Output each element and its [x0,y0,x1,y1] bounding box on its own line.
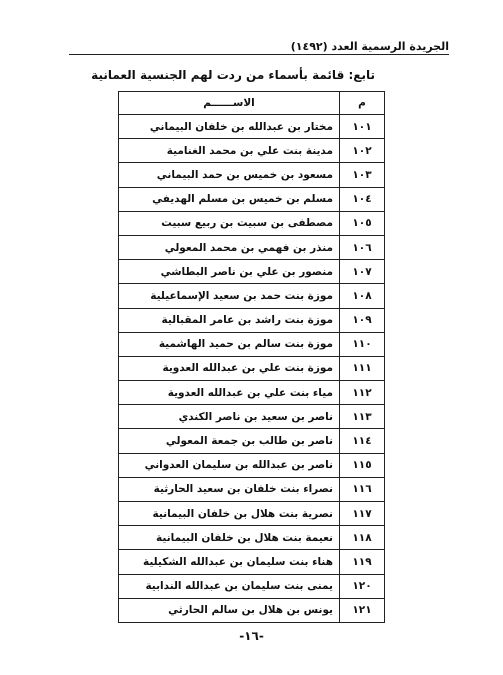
row-number: ١٠١ [340,115,385,139]
row-name: منذر بن فهمي بن محمد المعولي [119,235,340,259]
row-name: مسعود بن خميس بن حمد البيماني [119,163,340,187]
row-name: مختار بن عبدالله بن خلفان البيماني [119,115,340,139]
row-number: ١١٢ [340,381,385,405]
row-name: نصرية بنت هلال بن خلفان البيمانية [119,502,340,526]
table-header-row [119,92,385,115]
row-name: مياء بنت علي بن عبدالله العدوية [119,381,340,405]
row-name: موزة بنت سالم بن حميد الهاشمية [119,332,340,356]
row-name: نعيمة بنت هلال بن خلفان البيمانية [119,526,340,550]
table-row [119,550,385,574]
header-rule [69,54,449,55]
row-name: مسلم بن خميس بن مسلم الهديفي [119,187,340,211]
row-number: ١١٠ [340,332,385,356]
table-row [119,381,385,405]
row-name: نصراء بنت خلفان بن سعيد الحارثية [119,477,340,501]
table-row [119,260,385,284]
row-name: يونس بن هلال بن سالم الحارثي [119,598,340,622]
table-row [119,115,385,139]
table-row [119,211,385,235]
row-name: موزة بنت راشد بن عامر المقبالية [119,308,340,332]
table-row [119,356,385,380]
table-row [119,502,385,526]
table-row [119,139,385,163]
column-header-name: الاســــــم [119,92,340,115]
row-name: هناء بنت سليمان بن عبدالله الشكيلية [119,550,340,574]
table-row [119,235,385,259]
row-name: مصطفى بن سبيت بن ربيع سبيت [119,211,340,235]
page-subtitle: تابع: قائمة بأسماء من ردت لهم الجنسية العمانية [91,68,375,82]
row-number: ١٠٣ [340,163,385,187]
table-row [119,284,385,308]
row-name: موزة بنت علي بن عبدالله العدوية [119,356,340,380]
names-table [118,91,385,623]
table-row [119,453,385,477]
row-number: ١٠٥ [340,211,385,235]
table-row [119,332,385,356]
table-row [119,308,385,332]
table-row [119,429,385,453]
row-number: ١١٧ [340,502,385,526]
row-name: يمنى بنت سليمان بن عبدالله الندابية [119,574,340,598]
table-body [119,115,385,623]
row-name: ناصر بن طالب بن جمعة المعولي [119,429,340,453]
column-header-number: م [340,92,385,115]
table-row [119,574,385,598]
page-header [69,36,449,56]
row-number: ١١١ [340,356,385,380]
row-number: ١١٤ [340,429,385,453]
row-number: ١١٨ [340,526,385,550]
row-number: ١٠٨ [340,284,385,308]
table-row [119,477,385,501]
row-number: ١٢١ [340,598,385,622]
table-row [119,187,385,211]
row-name: موزة بنت حمد بن سعيد الإسماعيلية [119,284,340,308]
row-number: ١٠٧ [340,260,385,284]
row-number: ١٠٢ [340,139,385,163]
table-row [119,163,385,187]
row-number: ١٠٩ [340,308,385,332]
row-number: ١١٣ [340,405,385,429]
page-number: -١٦- [239,629,264,643]
row-number: ١١٩ [340,550,385,574]
table-row [119,405,385,429]
table-row [119,598,385,622]
gazette-header-text: الجريدة الرسمية العدد (١٤٩٢) [290,40,449,53]
row-name: ناصر بن عبدالله بن سليمان العدواني [119,453,340,477]
row-number: ١٠٦ [340,235,385,259]
row-number: ١٢٠ [340,574,385,598]
row-number: ١٠٤ [340,187,385,211]
row-number: ١١٦ [340,477,385,501]
row-name: ناصر بن سعيد بن ناصر الكندي [119,405,340,429]
table-row [119,526,385,550]
row-name: مدينة بنت علي بن محمد الغنامية [119,139,340,163]
row-number: ١١٥ [340,453,385,477]
row-name: منصور بن علي بن ناصر البطاشي [119,260,340,284]
